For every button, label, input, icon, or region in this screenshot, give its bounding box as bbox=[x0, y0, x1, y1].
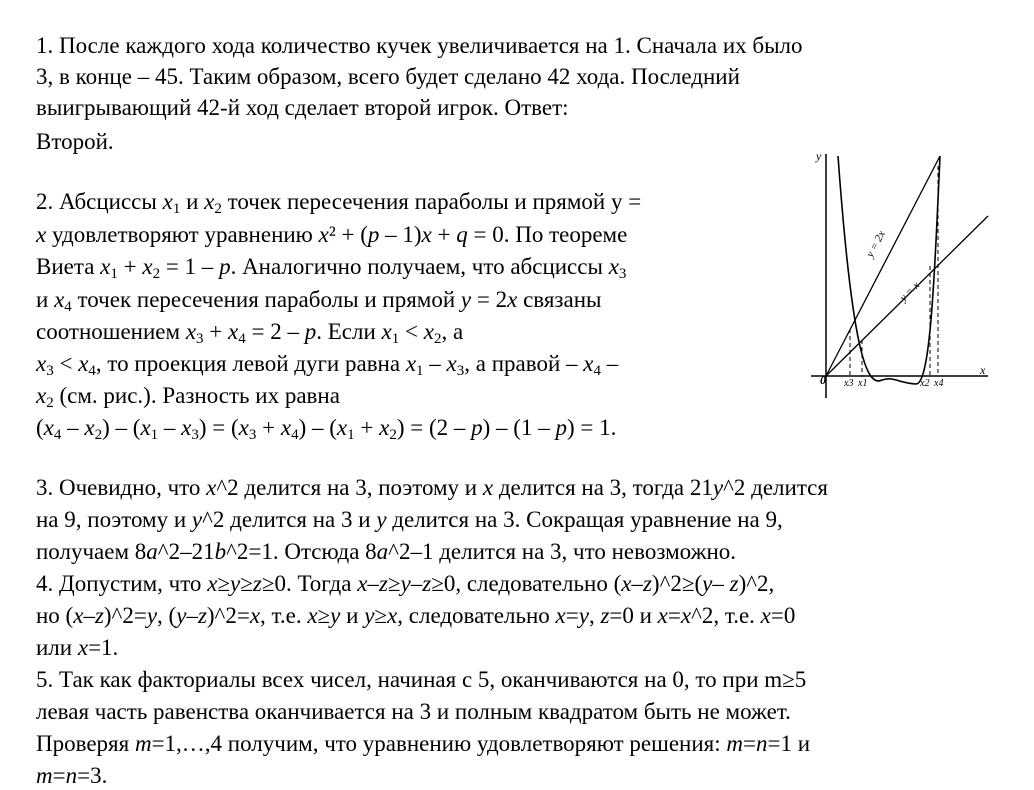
p5-line-4: m=n=3. bbox=[36, 763, 108, 788]
parabola-lines-figure bbox=[808, 148, 990, 400]
line-y-2x bbox=[826, 156, 940, 376]
p1-line-1: 1. После каждого хода количество кучек увеличивается на 1. Сначала их было bbox=[36, 33, 803, 58]
origin-label: 0 bbox=[820, 373, 826, 387]
tick-x1: x1 bbox=[858, 378, 868, 389]
p1-line-3: выигрывающий 42-й ход сделает второй игрок. Ответ: bbox=[36, 95, 569, 120]
y-axis-label: y bbox=[816, 149, 822, 163]
p2-line-7: $x_2$ (см. рис.). Разность их равна bbox=[36, 383, 340, 411]
p2-line-3: Виета $x_1 + x_2 = 1 - p$. Аналогично получаем, что абсциссы $x_3$ bbox=[36, 254, 627, 282]
p5-line-3: Проверяя m=1,…,4 получим, что уравнению удовлетворяют решения: m=n=1 и bbox=[36, 731, 811, 756]
p4-line-1: 4. Допустим, что x≥y≥z≥0. Тогда x–z≥y–z≥0, следовательно (x–z)^2≥(y– z)^2, bbox=[36, 571, 775, 596]
line-y-2x-label: y = 2x bbox=[864, 228, 888, 260]
p2-line-6: $x_3 < x_4$, то проекция левой дуги равна $x_1 - x_3$, а правой – $x_4$ – bbox=[36, 351, 619, 379]
p5-line-1: 5. Так как факториалы всех чисел, начиная с 5, оканчиваются на 0, то при m≥5 bbox=[36, 667, 807, 692]
p3-line-1: 3. Очевидно, что x^2 делится на 3, поэтому и x делится на 3, тогда 21y^2 делится bbox=[36, 475, 828, 500]
x-axis-label: x bbox=[980, 363, 986, 377]
tick-x2: x2 bbox=[920, 378, 930, 389]
p4-line-3: или x=1. bbox=[36, 635, 119, 660]
line-y-x-label: y = x bbox=[897, 279, 923, 305]
p2-line-4: и $x_4$ точек пересечения параболы и прямой y = 2x связаны bbox=[36, 287, 602, 315]
p1-line-2: 3, в конце – 45. Таким образом, всего будет сделано 42 хода. Последний bbox=[36, 64, 740, 89]
p2-line-8: $(x_4 - x_2) - (x_1 - x_3) = (x_3 + x_4) - (x_1 + x_2) = (2 - p) - (1 - p) = 1$. bbox=[36, 415, 617, 443]
tick-x3: x3 bbox=[844, 378, 854, 389]
p2-line-5: соотношением $x_3 + x_4 = 2 - p$. Если $x_1 < x_2$, а bbox=[36, 319, 464, 347]
p3-line-3: получаем 8a^2–21b^2=1. Отсюда 8a^2–1 делится на 3, что невозможно. bbox=[36, 539, 737, 564]
p3-line-2: на 9, поэтому и y^2 делится на 3 и y делится на 3. Сокращая уравнение на 9, bbox=[36, 507, 783, 532]
p2-line-1: 2. Абсциссы $x_1$ и $x_2$ точек пересечения параболы и прямой y = bbox=[36, 189, 642, 217]
p2-line-2: x удовлетворяют уравнению x² + (p – 1)x + q = 0. По теореме bbox=[36, 222, 628, 247]
p5-line-2: левая часть равенства оканчивается на 3 и полным квадратом быть не может. bbox=[36, 699, 791, 724]
p4-line-2: но (x–z)^2=y, (y–z)^2=x, т.е. x≥y и y≥x, следовательно x=y, z=0 и x=x^2, т.е. x=0 bbox=[36, 603, 796, 628]
tick-x4: x4 bbox=[934, 378, 944, 389]
p1-line-4: Второй. bbox=[36, 129, 114, 154]
